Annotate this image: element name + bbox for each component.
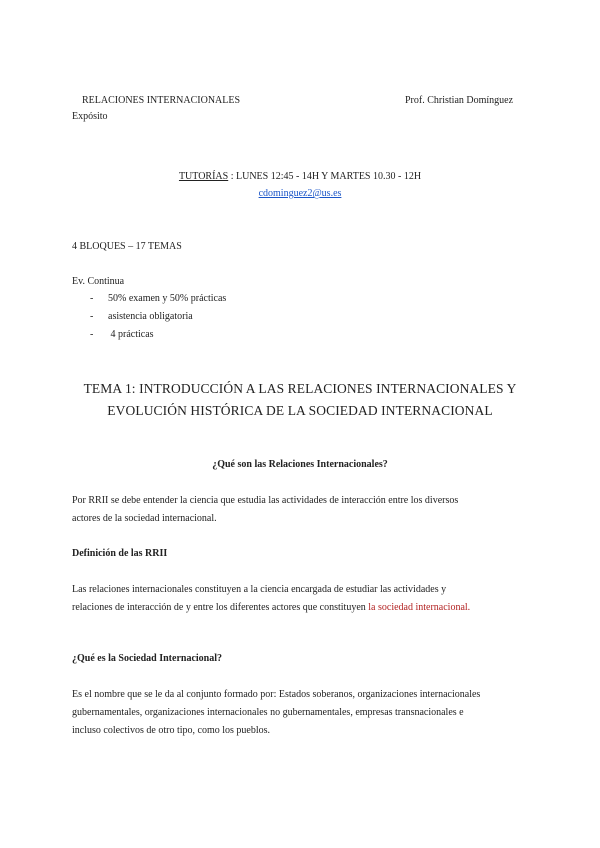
course-title: RELACIONES INTERNACIONALES [82, 95, 241, 106]
evaluation-title: Ev. Continua [72, 276, 125, 287]
section-paragraph [72, 492, 532, 528]
paragraph-line: Es el nombre que se le da al conjunto formado por: Estados soberanos, organizaciones internacionales [72, 689, 481, 700]
professor-name-cont: Expósito [72, 111, 108, 122]
tutorias-label: TUTORÍAS [178, 171, 229, 182]
bullet-dash: - [90, 311, 94, 322]
bullet-dash: - [90, 293, 94, 304]
bloques-summary: 4 BLOQUES – 17 TEMAS [72, 241, 182, 252]
paragraph-line: gubernamentales, organizaciones internacionales no gubernamentales, empresas transnacionales e [72, 707, 464, 718]
evaluation-item: 4 prácticas [108, 329, 154, 340]
evaluation-item: 50% examen y 50% prácticas [108, 293, 227, 304]
professor-name: Prof. Christian Domínguez [405, 95, 514, 106]
tutorias-line [0, 170, 600, 184]
tutorias-schedule: : LUNES 12:45 - 14H Y MARTES 10.30 - 12H [228, 171, 422, 182]
evaluation-item: asistencia obligatoria [108, 311, 193, 322]
section-paragraph [72, 581, 532, 617]
paragraph-line: Por RRII se debe entender la ciencia que estudia las actividades de interacción entre los diversos [72, 495, 459, 506]
paragraph-text: relaciones de interacción de y entre los diferentes actores que constituyen [72, 602, 369, 613]
tema-heading-line1: TEMA 1: INTRODUCCIÓN A LAS RELACIONES INTERNACIONALES Y [83, 381, 517, 396]
section-paragraph [72, 686, 532, 740]
paragraph-line: Las relaciones internacionales constituyen a la ciencia encargada de estudiar las actividades y [72, 584, 447, 595]
paragraph-line: incluso colectivos de otro tipo, como los pueblos. [72, 725, 271, 736]
section-title: ¿Qué son las Relaciones Internacionales? [212, 459, 388, 470]
paragraph-line [72, 599, 532, 617]
bullet-dash: - [90, 329, 94, 340]
email-link[interactable]: cdominguez2@us.es [258, 188, 342, 199]
highlighted-term: la sociedad internacional. [368, 602, 471, 613]
email-line [0, 187, 600, 201]
paragraph-line: actores de la sociedad internacional. [72, 513, 217, 524]
tema-heading-line2: EVOLUCIÓN HISTÓRICA DE LA SOCIEDAD INTERNACIONAL [107, 403, 493, 418]
section-title: Definición de las RRII [72, 548, 168, 559]
section-title: ¿Qué es la Sociedad Internacional? [72, 653, 223, 664]
